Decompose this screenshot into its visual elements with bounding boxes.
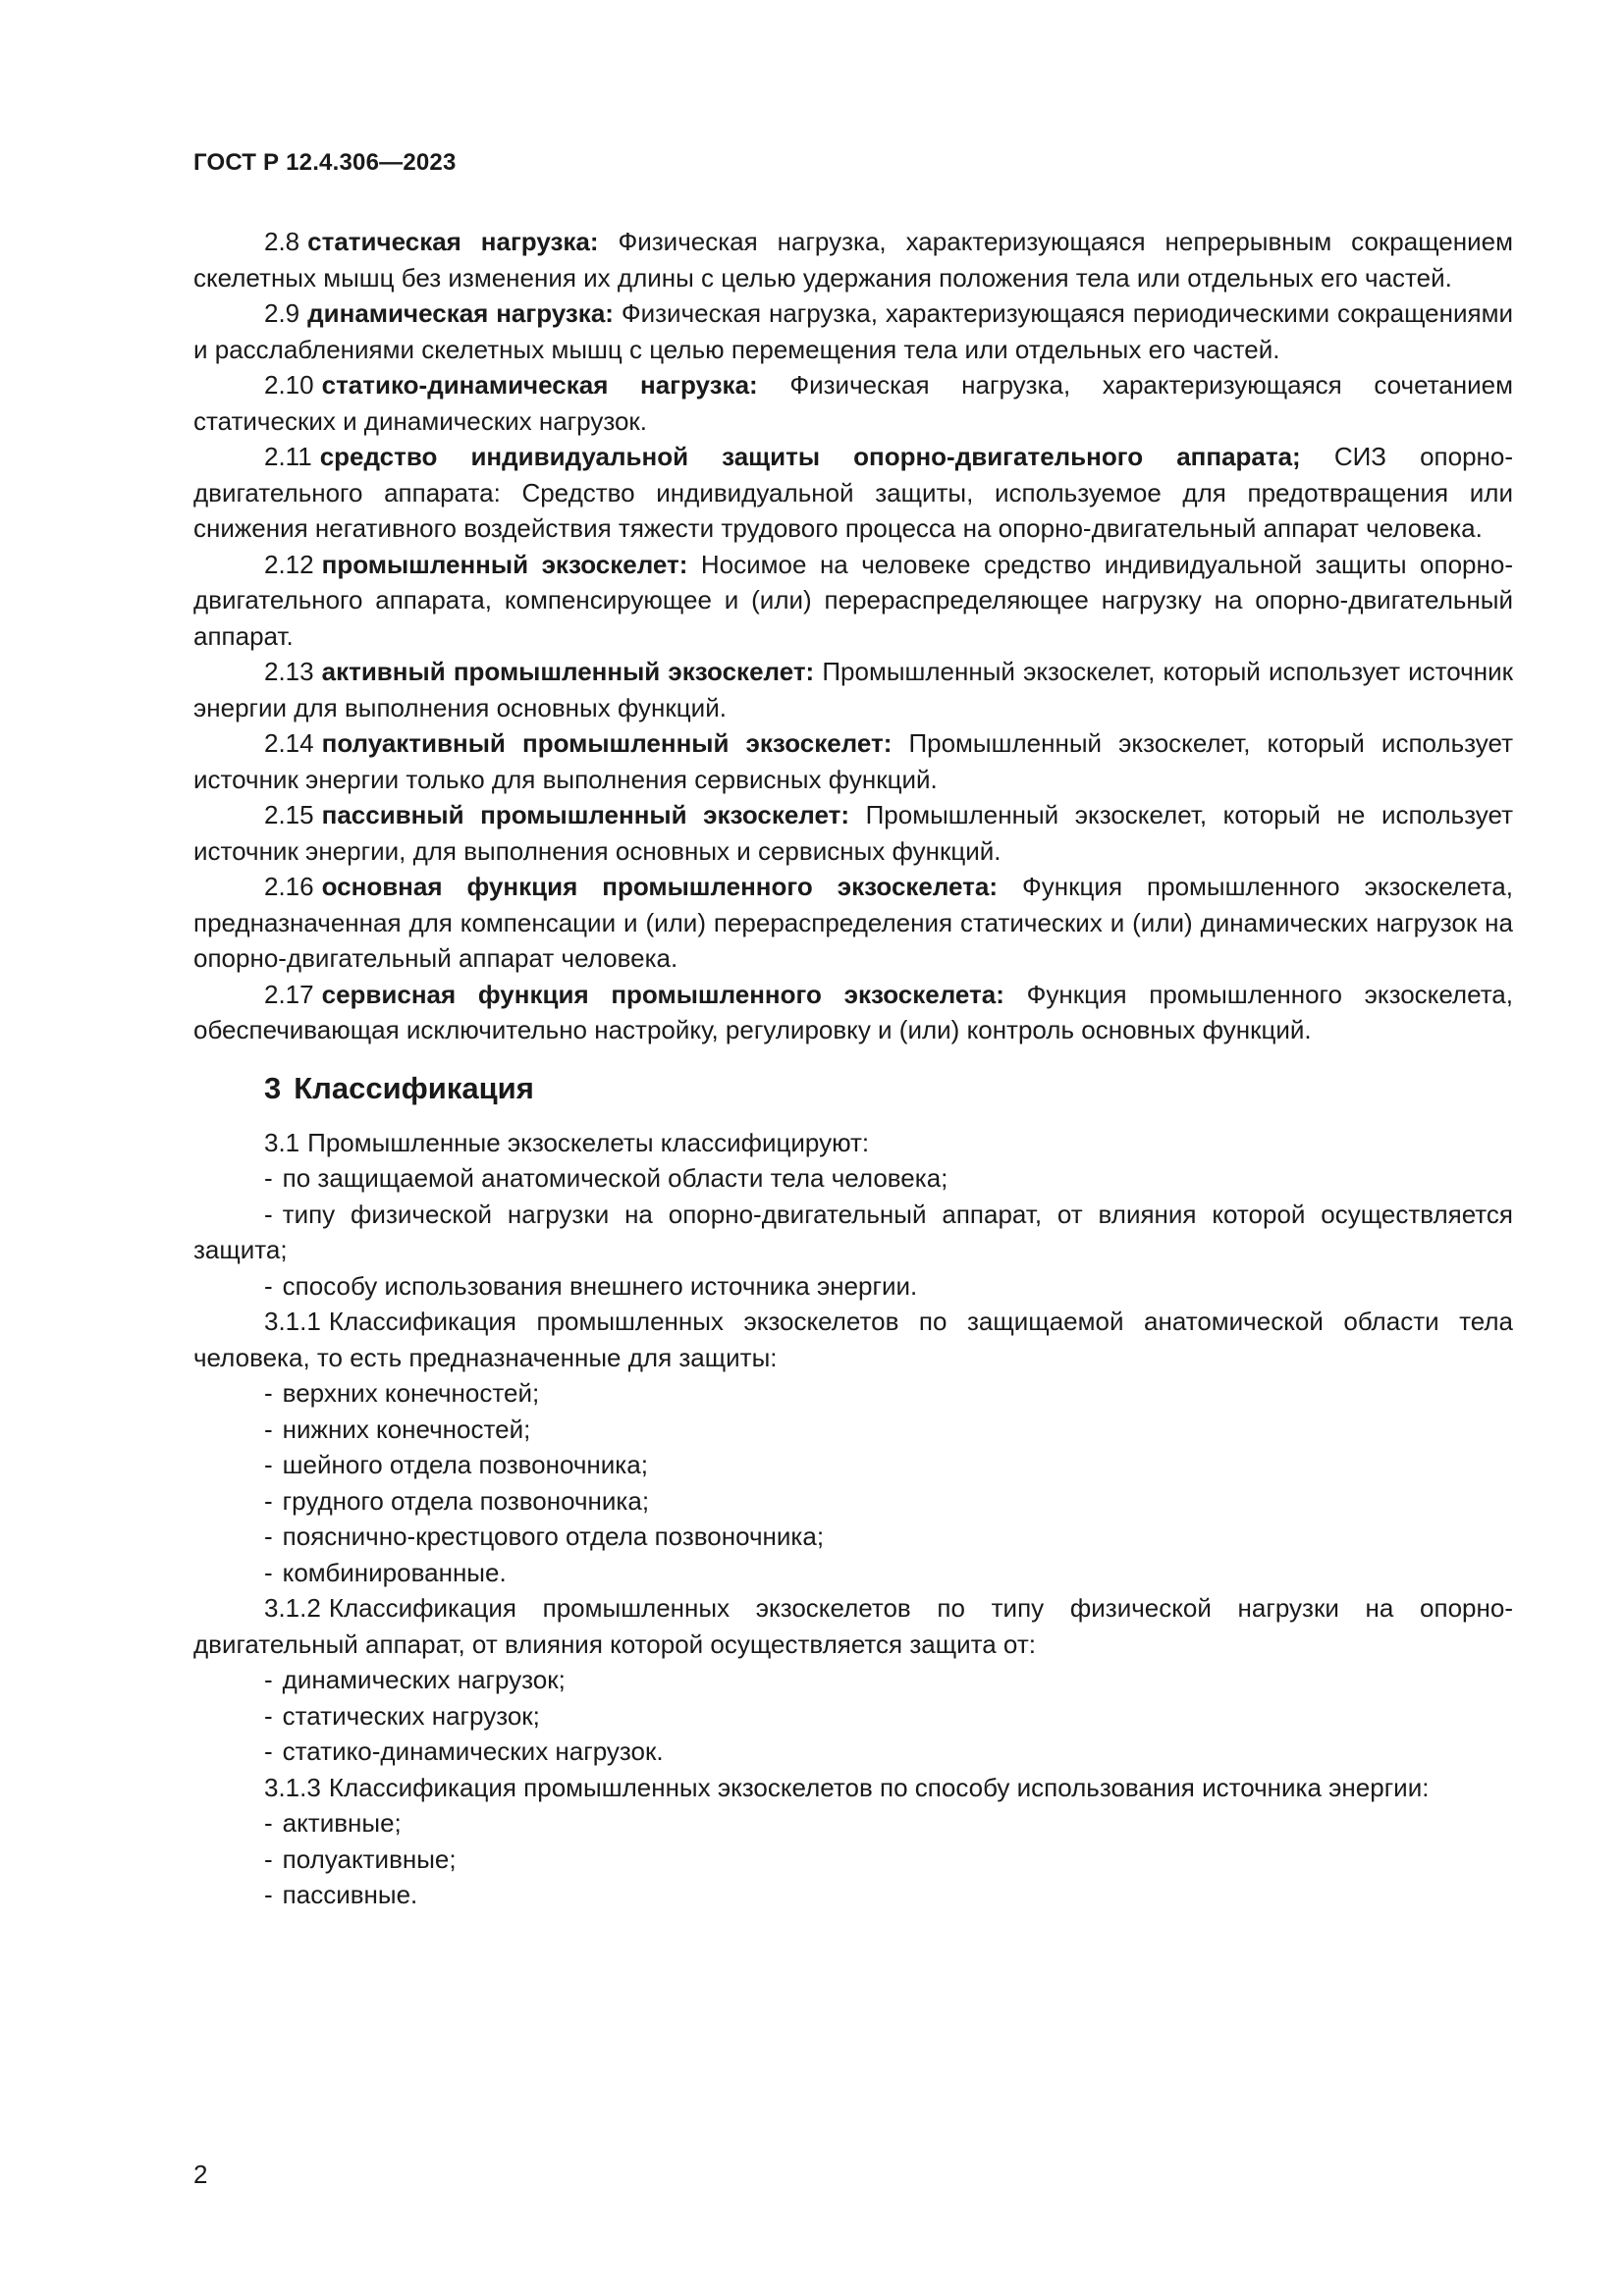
list-item-text: нижних конечностей; [282,1414,531,1444]
list-dash: - [264,1736,273,1766]
definition-text: СИЗ опорно-двигательного аппарата: Средство индивидуальной защиты, используемое для предотвращения или снижения негативного воздействия тяжести трудового процесса на опорно-двигательный аппарат человека. [193,442,1514,543]
list-dash: - [264,1522,273,1551]
list-item [193,1805,1513,1842]
definition-2-17 [193,977,1513,1048]
term: средство индивидуальной защиты опорно-двигательного аппарата; [319,442,1301,471]
list-item [193,1197,1513,1268]
clause-number: 2.10 [264,370,314,400]
term: динамическая нагрузка: [307,298,614,328]
term: основная функция промышленного экзоскелета: [321,872,999,901]
clause-number: 3.1.1 [264,1307,321,1336]
list-item [193,1483,1513,1520]
clause-number: 3.1.3 [264,1772,321,1802]
list-item [193,1842,1513,1878]
list-item-text: полуактивные; [282,1843,457,1874]
list-item-text: пояснично-крестцового отдела позвоночника; [282,1522,825,1551]
list-item-text: комбинированные. [282,1557,507,1587]
list-dash: - [264,1843,273,1874]
term: сервисная функция промышленного экзоскелета: [321,979,1004,1009]
clause-number: 3.1 [264,1127,300,1157]
definition-2-15 [193,797,1513,869]
term: статико-динамическая нагрузка: [321,370,758,400]
clause-text: Классификация промышленных экзоскелетов по типу физической нагрузки на опорно-двигательный аппарат, от влияния которой осуществляется защита от: [193,1593,1513,1659]
term: полуактивный промышленный экзоскелет: [321,728,893,758]
list-dash: - [264,1665,273,1694]
list-item [193,1268,1513,1305]
list-item [193,1412,1513,1448]
list-item [193,1555,1513,1591]
term: статическая нагрузка: [307,227,599,256]
clause-3-1-3 [193,1770,1513,1806]
list-item-text: статических нагрузок; [282,1700,540,1731]
clause-number: 2.11 [264,442,312,471]
definition-2-12 [193,547,1513,655]
clause-number: 2.12 [264,549,314,579]
list-item [193,1375,1513,1412]
definition-text: Физическая нагрузка, характеризующаяся периодическими сокращениями и расслаблениями скелетных мышц с целью перемещения тела или отдельных его частей. [193,298,1513,364]
definition-text: Носимое на человеке средство индивидуальной защиты опорно-двигательного аппарата, компенсирующее и (или) перераспределяющее нагрузку на опорно-двигательный аппарат. [193,549,1513,651]
list-item [193,1877,1513,1913]
definition-text: Функция промышленного экзоскелета, обеспечивающая исключительно настройку, регулировку и (или) контроль основных функций. [193,979,1513,1044]
clause-number: 2.15 [264,800,314,829]
list-dash: - [264,1485,273,1516]
definition-2-10 [193,367,1513,439]
section-title: Классификация [294,1070,534,1105]
definition-text: Физическая нагрузка, характеризующаяся сочетанием статических и динамических нагрузок. [193,370,1513,436]
list-dash: - [264,1378,273,1408]
list-item-text: пассивные. [282,1880,418,1909]
list-item-text: статико-динамических нагрузок. [282,1736,664,1766]
list-item [193,1698,1513,1735]
list-dash: - [264,1199,273,1229]
term: пассивный промышленный экзоскелет: [321,800,849,829]
list-item [193,1447,1513,1483]
list-dash: - [264,1700,273,1731]
clause-text: Классификация промышленных экзоскелетов по способу использования источника энергии: [328,1772,1430,1802]
clause-number: 2.14 [264,728,314,758]
clause-3-1 [193,1125,1513,1161]
section-heading [264,1069,1513,1108]
definition-text: Физическая нагрузка, характеризующаяся непрерывным сокращением скелетных мышц без изменения их длины с целью удержания положения тела или отдельных его частей. [193,227,1513,293]
clause-3-1-2 [193,1590,1513,1662]
page-number: 2 [193,2160,208,2189]
clause-number: 3.1.2 [264,1593,321,1623]
clause-3-1-1 [193,1304,1513,1375]
definition-text: Промышленный экзоскелет, который использует источник энергии для выполнения основных функций. [193,657,1513,722]
clause-number: 2.17 [264,979,314,1009]
clause-number: 2.13 [264,657,314,686]
list-item-text: типу физической нагрузки на опорно-двигательный аппарат, от влияния которой осуществляется защита; [193,1199,1513,1264]
list-dash: - [264,1450,273,1479]
list-item-text: по защищаемой анатомической области тела человека; [282,1163,948,1193]
list-item-text: активные; [282,1808,402,1838]
list-dash: - [264,1163,273,1193]
list-item [193,1662,1513,1698]
list-dash: - [264,1880,273,1909]
definition-text: Промышленный экзоскелет, который не использует источник энергии, для выполнения основных и сервисных функций. [193,800,1513,866]
clause-text: Классификация промышленных экзоскелетов по защищаемой анатомической области тела человека, то есть предназначенные для защиты: [193,1307,1513,1372]
clause-number: 2.8 [264,227,300,256]
standard-id-header: ГОСТ Р 12.4.306—2023 [193,149,457,176]
clause-number: 2.9 [264,298,300,328]
definition-2-14 [193,725,1513,797]
definition-2-9 [193,295,1513,367]
list-dash: - [264,1808,273,1838]
clause-text: Промышленные экзоскелеты классифицируют: [307,1127,870,1157]
term: промышленный экзоскелет: [321,549,688,579]
definition-text: Функция промышленного экзоскелета, предназначенная для компенсации и (или) перераспределения статических и (или) динамических нагрузок на опорно-двигательный аппарат человека. [193,872,1513,973]
section-number: 3 [264,1070,282,1105]
list-item [193,1160,1513,1197]
list-item-text: грудного отдела позвоночника; [282,1485,650,1516]
list-item [193,1734,1513,1770]
list-item-text: динамических нагрузок; [282,1665,566,1694]
definition-text: Промышленный экзоскелет, который использует источник энергии только для выполнения сервисных функций. [193,728,1513,794]
definition-2-11 [193,439,1513,547]
list-item-text: верхних конечностей; [282,1378,540,1408]
term: активный промышленный экзоскелет: [321,657,815,686]
list-item-text: шейного отдела позвоночника; [282,1450,648,1479]
list-dash: - [264,1414,273,1444]
definition-2-16 [193,869,1513,977]
list-dash: - [264,1270,273,1301]
definition-2-13 [193,654,1513,725]
definition-2-8 [193,224,1513,295]
clause-number: 2.16 [264,872,314,901]
list-item-text: способу использования внешнего источника энергии. [282,1270,918,1301]
list-item [193,1519,1513,1555]
document-body [193,224,1513,1913]
list-dash: - [264,1557,273,1587]
